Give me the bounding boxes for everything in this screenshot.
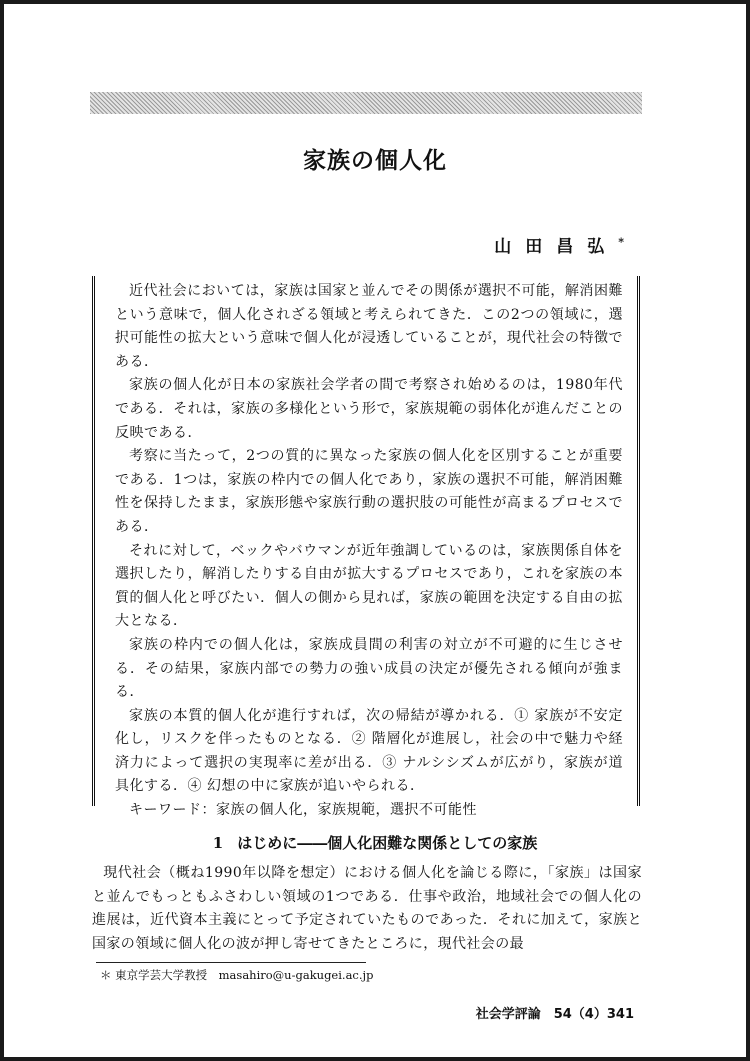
header-hatch-bar [90, 92, 642, 114]
abstract-paragraph: 家族の本質的個人化が進行すれば，次の帰結が導かれる．① 家族が不安定化し，リスクを伴ったものとなる．② 階層化が進展し，社会の中で魅力や経済力によって選択の実現率に差が出る．③ ナルシシズムが広がり，家族が道具化する．④ 幻想の中に家族が追いやられる． [115, 707, 623, 795]
section-title: はじめに――個人化困難な関係としての家族 [237, 834, 538, 852]
section-number: 1 [212, 834, 224, 852]
abstract-paragraph: それに対して，ベックやバウマンが近年強調しているのは，家族関係自体を選択したり，解消したりする自由が拡大するプロセスであり，これを家族の本質的個人化と呼びたい．個人の側から見れば，家族の範囲を決定する自由の拡大となる． [115, 542, 623, 630]
footnote-divider [96, 962, 366, 963]
abstract-paragraph: 家族の個人化が日本の家族社会学者の間で考察され始めるのは，1980年代である．それは，家族の多様化という形で，家族規範の弱体化が進んだことの反映である． [115, 377, 623, 441]
author-line [494, 232, 624, 257]
abstract-paragraph: 考察に当たって，2つの質的に異なった家族の個人化を区別することが重要である．1つは，家族の枠内での個人化であり，家族の選択不可能，解消困難性を保持したまま，家族形態や家族行動の選択肢の可能性が高まるプロセスである． [115, 448, 623, 535]
page [4, 4, 746, 1057]
section-heading [4, 832, 746, 853]
abstract-paragraph: 近代社会においては，家族は国家と並んでその関係が選択不可能，解消困難という意味で，個人化されざる領域と考えられてきた．この2つの領域に，選択可能性の拡大という意味で個人化が浸透していることが，現代社会の特徴である． [115, 283, 623, 370]
author-name: 山田昌弘 [494, 237, 619, 257]
abstract-box [92, 276, 640, 819]
journal-citation: 社会学評論 54（4）341 [475, 1007, 634, 1022]
paper-title: 家族の個人化 [303, 147, 447, 174]
author-footnote-mark: * [618, 235, 624, 249]
footnote: ＊ 東京学芸大学教授 masahiro@u-gakugei.ac.jp [100, 968, 374, 982]
keywords: キーワード：家族の個人化，家族規範，選択不可能性 [129, 802, 477, 819]
body-paragraph: 現代社会（概ね1990年以降を想定）における個人化を論じる際に，「家族」は国家と並んでもっともふさわしい領域の1つである．仕事や政治，地域社会での個人化の進展は，近代資本主義にとって予定されていたものであった．それに加えて，家族と国家の領域に個人化の波が押し寄せてきたところに，現代社会の最 [92, 865, 642, 952]
abstract-paragraph: 家族の枠内での個人化は，家族成員間の利害の対立が不可避的に生じさせる．その結果，家族内部での勢力の強い成員の決定が優先される傾向が強まる． [115, 636, 623, 701]
